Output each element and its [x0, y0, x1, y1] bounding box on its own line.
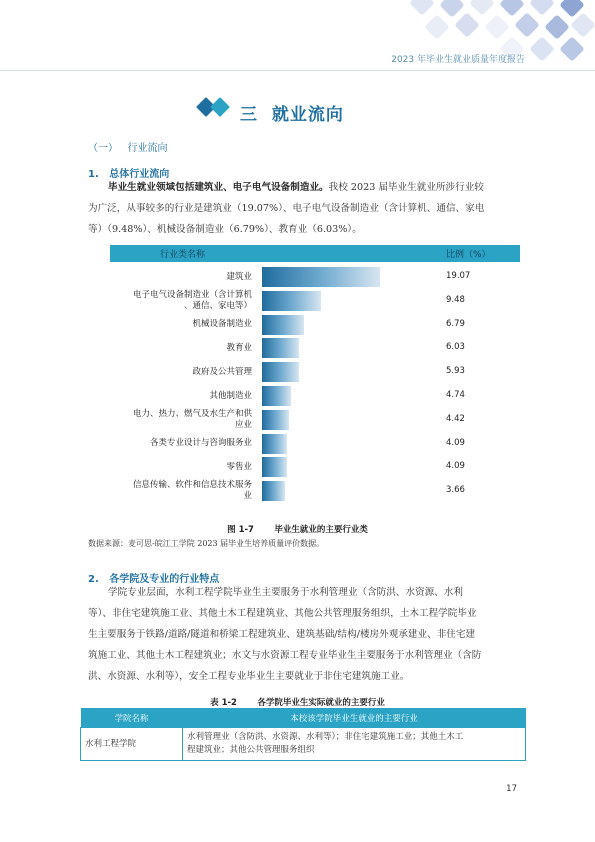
chart-category-label: 政府及公共管理	[192, 366, 252, 377]
chart-value-label: 4.42	[446, 413, 465, 424]
chart-category-label: 其他制造业	[209, 390, 252, 401]
chart-value-label: 19.07	[446, 271, 471, 281]
figure-caption: 图 1-7 毕业生就业的主要行业类	[227, 525, 368, 535]
point1-paragraph: 毕业生就业领域包括建筑业、电子电气设备制造业。我校 2023 届毕业生就业所涉行业较 为广泛，从事较多的行业是建筑业（19.07%）、电子电气设备制造业（含计算机、通信、家电 等）（9.48%）、机械设备制造业（6.79%）、教育业（6.03%）。	[88, 182, 485, 235]
point1-lead: 毕业生就业领域包括建筑业、电子电气设备制造业。	[108, 182, 329, 193]
chart-value-label: 4.09	[446, 437, 465, 448]
chart-bar	[262, 386, 291, 406]
chart-value-label: 6.79	[446, 318, 465, 329]
chart-header-value: 比例（%）	[446, 250, 491, 260]
chart-category-label: 电子电气设备制造业（含计算机 、通信、家电等）	[132, 289, 252, 311]
chart-value-label: 5.93	[446, 366, 465, 377]
table-row	[81, 728, 526, 761]
chart-bar	[262, 434, 287, 454]
chart-value-label: 4.74	[446, 390, 465, 400]
chart-value-label: 9.48	[446, 294, 465, 305]
chart-bar	[262, 267, 380, 287]
chart-bar	[262, 362, 299, 382]
section-title	[240, 100, 344, 125]
chart-category-label: 信息传输、软件和信息技术服务 业	[132, 480, 252, 502]
point2-paragraph: 学院专业层面，水利工程学院毕业生主要服务于水利管理业（含防洪、水资源、水利 等）、非住宅建筑施工业、其他土木工程建筑业、其他公共管理服务组织，土木工程学院毕业 生主要服务于铁路/道路/隧道和桥梁工程建筑业、建筑基础/结构/楼房外观承建业、非住宅建 筑施工业、其他土木工程建筑业；水文与水资源工程专业毕业生主要服务于水利管理业（含防 洪、水资源、水利等），安全工程专业毕业生主要就业于非住宅建筑施工业。	[88, 587, 482, 682]
section-title-text: 就业流向	[271, 105, 344, 125]
subsection-heading: （一） 行业流向	[88, 143, 168, 154]
table-cell-college: 水利工程学院	[81, 728, 183, 761]
running-header: 2023 年毕业生就业质量年度报告	[391, 55, 525, 65]
chart-category-label: 电力、热力、燃气及水生产和供 应业	[132, 408, 252, 430]
chart-bar	[262, 338, 299, 358]
chart-header	[110, 245, 520, 262]
chart-bar	[262, 291, 321, 311]
chart-bar	[262, 315, 304, 335]
table-header-row	[81, 708, 526, 728]
chart-bar	[262, 410, 289, 430]
header-divider	[0, 70, 595, 71]
chart-category-label: 建筑业	[226, 271, 252, 282]
section-number: 三	[240, 105, 258, 125]
college-industry-table	[80, 708, 526, 761]
table-header-industry: 本校该学院毕业生就业的主要行业	[183, 708, 526, 728]
chart-value-label: 4.09	[446, 461, 465, 472]
chart-value-label: 6.03	[446, 342, 465, 353]
point1-heading: 1. 总体行业流向	[88, 169, 170, 180]
page-number: 17	[506, 784, 517, 794]
chart-bar	[262, 457, 287, 477]
chart-category-label: 各类专业设计与咨询服务业	[149, 438, 252, 449]
source-note: 数据来源：麦可思-皖江工学院 2023 届毕业生培养质量评价数据。	[88, 539, 325, 548]
point2-heading: 2. 各学院及专业的行业特点	[88, 574, 220, 585]
chart-bar	[262, 481, 285, 501]
chart-category-label: 教育业	[226, 342, 252, 353]
table-caption: 表 1-2 各学院毕业生实际就业的主要行业	[210, 698, 385, 708]
chart-category-label: 零售业	[226, 461, 252, 472]
table-cell-industry: 水利管理业（含防洪、水资源、水利等）；非住宅建筑施工业；其他土木工 程建筑业；其他公共管理服务组织	[183, 728, 526, 761]
chart-value-label: 3.66	[446, 485, 465, 496]
table-header-college: 学院名称	[81, 708, 183, 728]
chart-header-category: 行业类名称	[160, 250, 206, 260]
chart-category-label: 机械设备制造业	[192, 319, 252, 330]
